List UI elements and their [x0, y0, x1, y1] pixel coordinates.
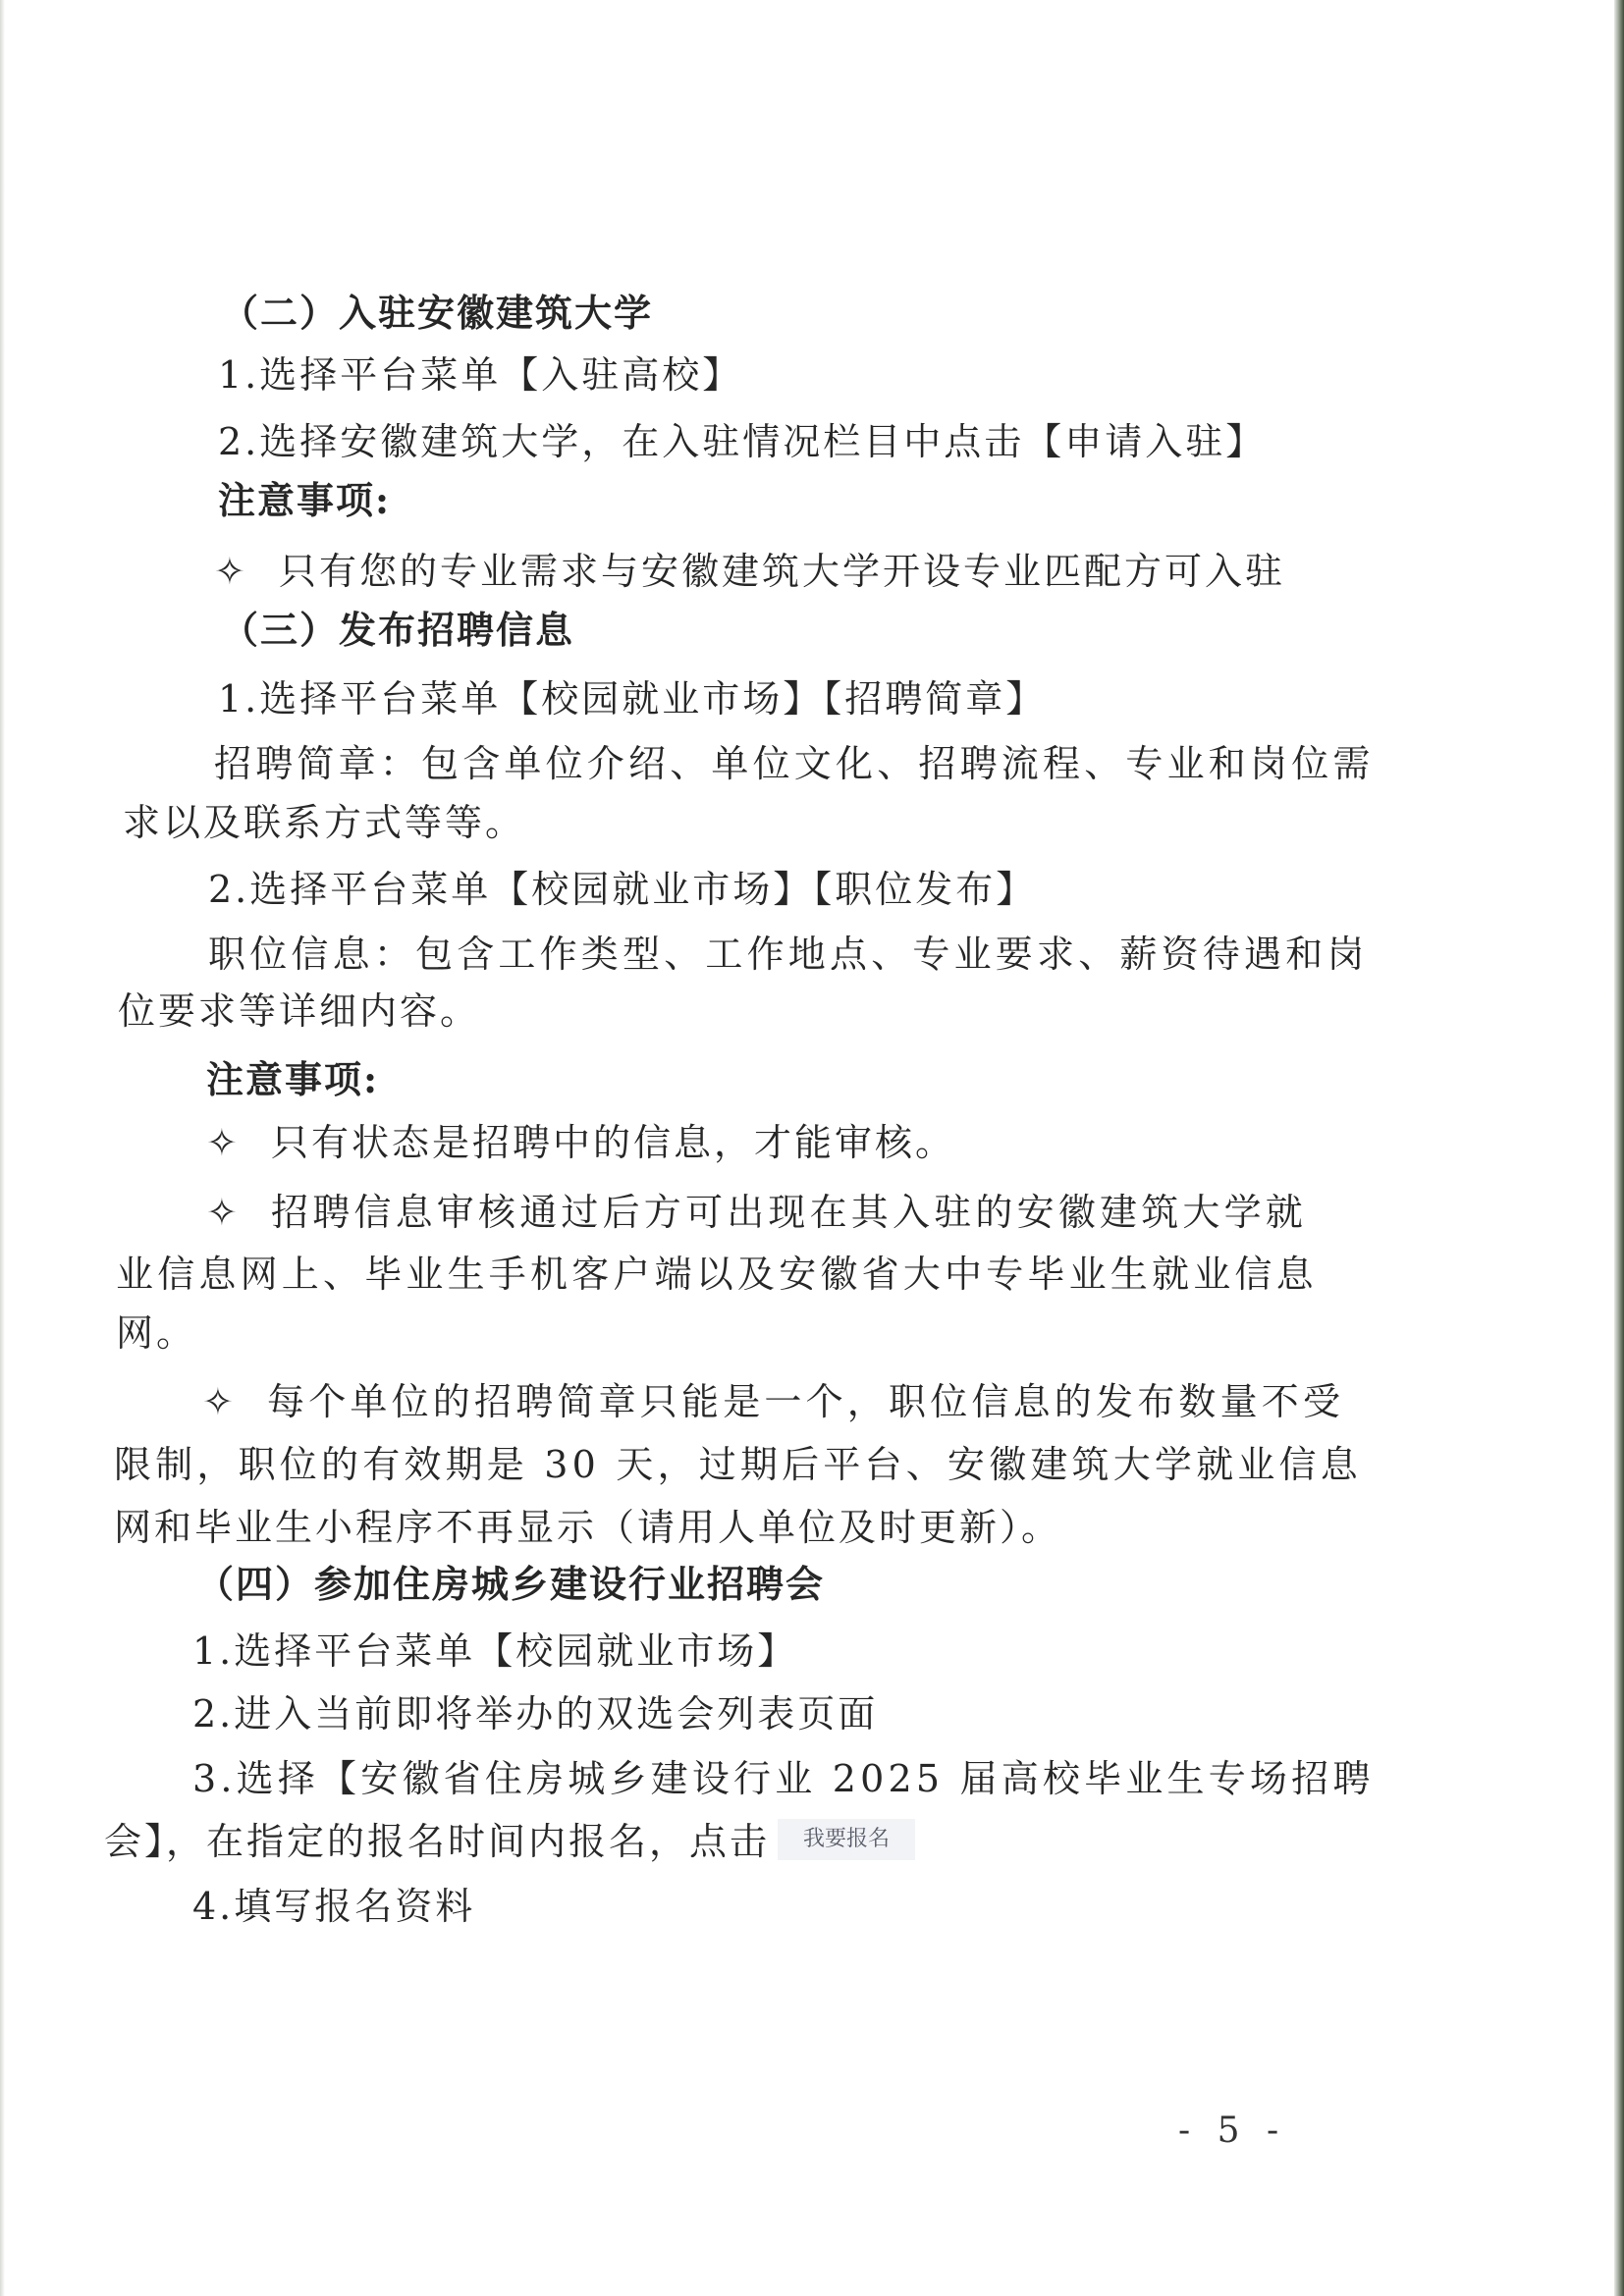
section3-note1-text: 只有状态是招聘中的信息，才能审核。 [271, 1121, 956, 1164]
section4-step1: 1.选择平台菜单【校园就业市场】 [192, 1629, 798, 1673]
section3-position-line1: 职位信息：包含工作类型、工作地点、专业要求、薪资待遇和岗 [208, 933, 1369, 976]
section3-note2-line1 [0, 1187, 1624, 1238]
register-button[interactable]: 我要报名 [778, 1819, 915, 1860]
section3-brief-line2: 求以及联系方式等等。 [123, 801, 526, 844]
section3-position-line2: 位要求等详细内容。 [118, 989, 481, 1033]
bullet-icon: ✧ [202, 1380, 239, 1423]
section2-note1-text: 只有您的专业需求与安徽建筑大学开设专业匹配方可入驻 [279, 550, 1286, 593]
section4-step3-line2 [0, 1816, 1624, 1867]
bullet-icon: ✧ [214, 550, 248, 593]
section3-brief-line1: 招聘简章：包含单位介绍、单位文化、招聘流程、专业和岗位需 [214, 742, 1375, 785]
section3-note2-text: 招聘信息审核通过后方可出现在其入驻的安徽建筑大学就 [271, 1191, 1308, 1234]
section2-note1 [0, 546, 1624, 597]
page-number: - 5 - [1178, 2110, 1287, 2151]
section3-step1: 1.选择平台菜单【校园就业市场】【招聘简章】 [218, 677, 1047, 721]
section2-notes-title: 注意事项: [218, 478, 392, 522]
section4-step2: 2.进入当前即将举办的双选会列表页面 [192, 1692, 879, 1735]
section2-heading: （二）入驻安徽建筑大学 [221, 291, 654, 335]
section3-heading: （三）发布招聘信息 [221, 608, 575, 652]
section3-note3-line2: 限制，职位的有效期是 30 天，过期后平台、安徽建筑大学就业信息 [114, 1443, 1362, 1486]
section3-note3-line3: 网和毕业生小程序不再显示（请用人单位及时更新）。 [114, 1506, 1062, 1549]
section4-heading: （四）参加住房城乡建设行业招聘会 [196, 1562, 826, 1606]
section2-step2: 2.选择安徽建筑大学，在入驻情况栏目中点击【申请入驻】 [218, 420, 1267, 463]
bullet-icon: ✧ [206, 1121, 241, 1164]
section3-note3-line1 [0, 1376, 1624, 1427]
section3-notes-title: 注意事项: [206, 1057, 380, 1101]
section3-note2-line2: 业信息网上、毕业生手机客户端以及安徽省大中专毕业生就业信息 [116, 1253, 1318, 1296]
section4-step3-line2-text: 会】，在指定的报名时间内报名，点击 [104, 1820, 771, 1863]
section4-step4: 4.填写报名资料 [192, 1885, 476, 1928]
section3-note2-line3: 网。 [116, 1311, 197, 1355]
section4-step3-line1: 3.选择【安徽省住房城乡建设行业 2025 届高校毕业生专场招聘 [192, 1757, 1375, 1800]
bullet-icon: ✧ [206, 1191, 243, 1234]
section3-note3-text: 每个单位的招聘简章只能是一个，职位信息的发布数量不受 [267, 1380, 1345, 1423]
section3-step2: 2.选择平台菜单【校园就业市场】【职位发布】 [208, 868, 1037, 911]
section2-step1: 1.选择平台菜单【入驻高校】 [218, 353, 743, 397]
section3-note1 [0, 1117, 1624, 1168]
